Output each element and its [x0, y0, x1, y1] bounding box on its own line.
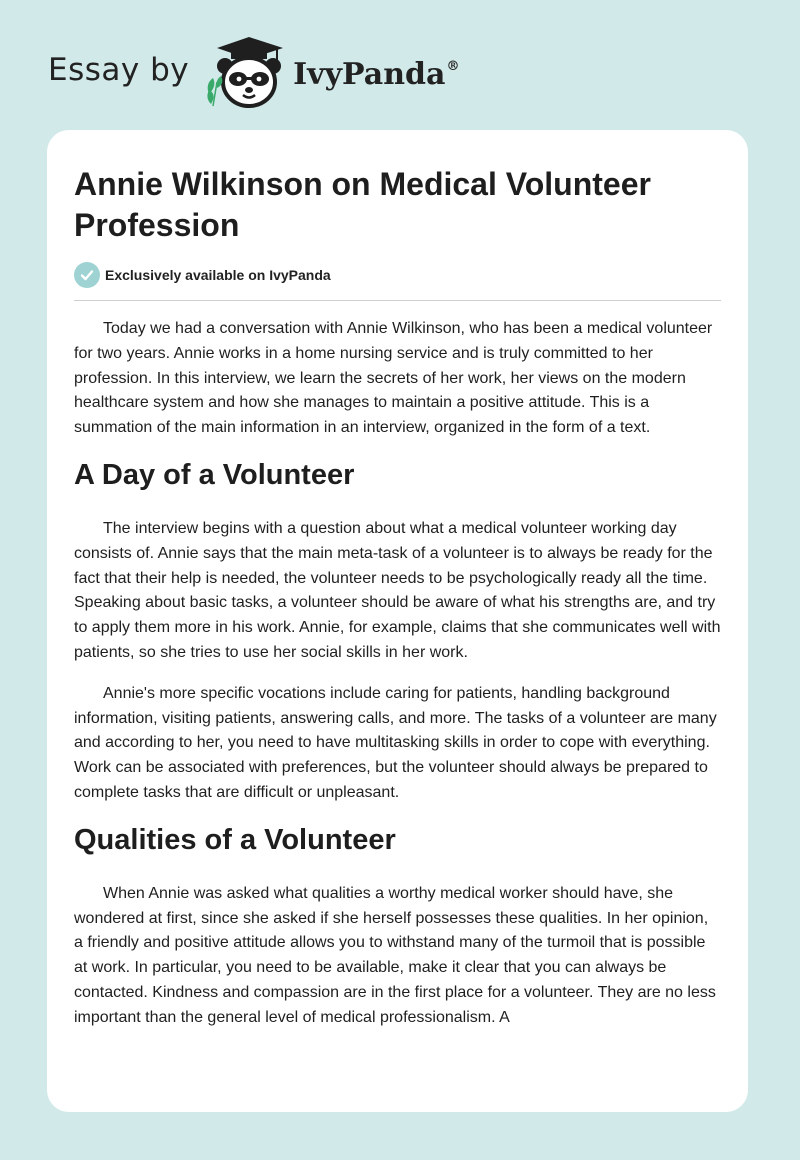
section-heading-qualities-of-volunteer: Qualities of a Volunteer	[74, 823, 396, 856]
essay-card	[47, 130, 748, 1112]
site-header	[48, 34, 459, 110]
intro-paragraph: Today we had a conversation with Annie Wilkinson, who has been a medical volunteer for two years. Annie works in a home nursing service and is truly committed to her profession. In this interview, we learn the secrets of her work, her views on the modern healthcare system and how she manages to maintain a positive attitude. This is a summation of the main information in an interview, organized in the form of a text.	[74, 320, 713, 437]
registered-mark: ®	[446, 58, 460, 74]
paragraph: When Annie was asked what qualities a worthy medical worker should have, she wondered at first, since she asked if she herself possesses these qualities. In her opinion, a friendly and positive attitude allows you to withstand many of the turmoil that is possible at work. In particular, you need to be available, make it clear that you can always be contacted. Kindness and compassion are in the first place for a volunteer. They are no less important than the general level of medical professionalism. A	[74, 884, 716, 1026]
essay-title: Annie Wilkinson on Medical Volunteer Profession	[74, 166, 651, 243]
exclusive-notice	[74, 262, 721, 301]
ivypanda-brand-name[interactable]: IvyPanda®	[293, 56, 460, 92]
paragraph: The interview begins with a question about what a medical volunteer working day consists of. Annie says that the main meta-task of a volunteer is to always be ready for the fact that their help is needed, the volunteer needs to be psychologically ready all the time. Speaking about basic tasks, a volunteer should be aware of what his strengths are, and try to apply them more in his work. Annie, for example, claims that she communicates well with patients, so she tries to use her social skills in her work.	[74, 519, 721, 661]
paragraph: Annie's more specific vocations include caring for patients, handling background information, visiting patients, answering calls, and more. The tasks of a volunteer are many and according to her, you need to have multitasking skills in order to cope with everything. Work can be associated with preferences, but the volunteer should always be prepared to complete tasks that are difficult or unpleasant.	[74, 684, 717, 801]
panda-graduate-logo-icon[interactable]	[203, 34, 291, 110]
check-icon	[74, 262, 100, 288]
section-heading-day-of-volunteer: A Day of a Volunteer	[74, 458, 355, 491]
exclusive-label: Exclusively available on IvyPanda	[105, 267, 331, 283]
essay-by-label: Essay by	[48, 52, 190, 88]
